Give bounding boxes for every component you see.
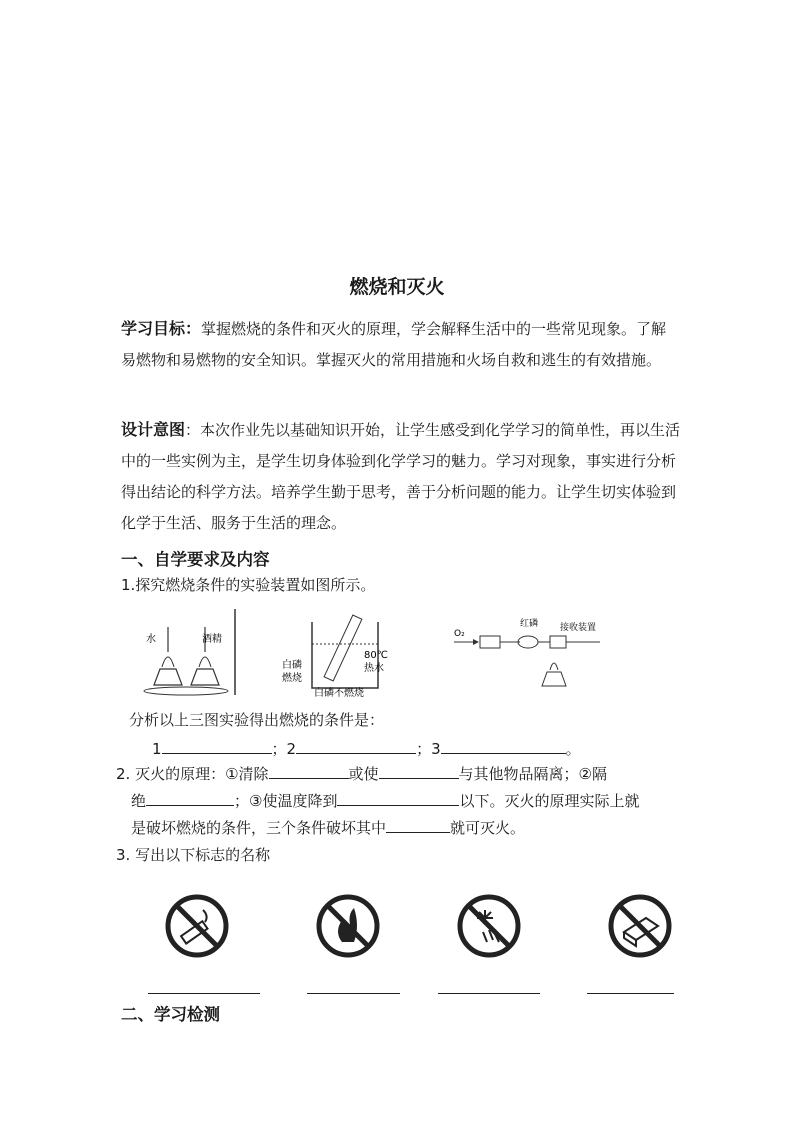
blank-1[interactable] <box>162 738 272 754</box>
label-alcohol: 酒精 <box>202 634 222 645</box>
figure-beaker <box>282 608 397 700</box>
no-matches-sign <box>606 892 674 960</box>
label-red-phosphorus: 红磷 <box>520 619 539 629</box>
label-not-burning: 白磷不燃烧 <box>314 688 364 699</box>
learning-objectives <box>121 313 681 376</box>
analysis-text: 分析以上三图实验得出燃烧的条件是： <box>129 711 385 729</box>
label-receiver: 接收装置 <box>560 623 597 633</box>
no-fireworks-sign <box>455 892 523 960</box>
section1-heading: 一、自学要求及内容 <box>121 550 270 569</box>
label-white-phosphorus: 白磷 <box>282 660 302 671</box>
question-2-line2 <box>131 789 639 813</box>
page-title: 燃烧和灭火 <box>349 276 445 298</box>
question-2-line1 <box>116 762 607 786</box>
figure-apparatus <box>450 612 610 694</box>
no-open-flame-sign <box>314 892 382 960</box>
blank-isolate[interactable] <box>146 790 234 806</box>
q2-l3a: 是破坏燃烧的条件，三个条件破坏其中 <box>131 819 387 837</box>
blank-remove[interactable] <box>269 763 349 779</box>
blank-2-number: ；2 <box>271 740 297 758</box>
no-smoking-sign <box>163 892 231 960</box>
label-o2: O₂ <box>454 629 465 639</box>
figure-alcohol-lamps <box>140 607 245 699</box>
design-intent <box>121 414 681 539</box>
blank-2[interactable] <box>296 738 416 754</box>
objectives-text: 掌握燃烧的条件和灭火的原理，学会解释生活中的一些常见现象。了解易燃物和易燃物的安全知识。掌握灭火的常用措施和火场自救和逃生的有效措施。 <box>121 320 667 369</box>
blank-make[interactable] <box>379 763 459 779</box>
sign-2-answer-line[interactable] <box>307 993 400 994</box>
label-80c: 80℃ <box>364 650 388 661</box>
blank-temperature[interactable] <box>337 790 459 806</box>
label-burning: 燃烧 <box>282 673 302 684</box>
q2-mid1: 或使 <box>348 765 379 783</box>
q2-prefix: 2. 灭火的原理：①清除 <box>116 765 269 783</box>
design-intent-label: 设计意图 <box>121 420 186 439</box>
label-hot-water: 热水 <box>364 663 384 674</box>
design-intent-text: ：本次作业先以基础知识开始，让学生感受到化学学习的简单性，再以生活中的一些实例为主，是学生切身体验到化学学习的魅力。学习对现象，事实进行分析得出结论的科学方法。培养学生勤于思考，善于分析问题的能力。让学生切实体验到化学于生活、服务于生活的理念。 <box>121 421 681 532</box>
q2-l2a: 绝 <box>131 792 147 810</box>
section2-heading: 二、学习检测 <box>121 1005 220 1024</box>
question-3: 3. 写出以下标志的名称 <box>116 846 271 864</box>
blank-end: 。 <box>565 740 581 758</box>
q2-l2b: ；③使温度降到 <box>234 792 338 810</box>
sign-1-answer-line[interactable] <box>148 993 260 994</box>
question-1: 1.探究燃烧条件的实验装置如图所示。 <box>121 576 376 594</box>
label-water: 水 <box>146 634 156 645</box>
q2-l2c: 以下。灭火的原理实际上就 <box>459 792 640 810</box>
blank-3[interactable] <box>441 738 566 754</box>
conditions-blanks <box>152 737 581 761</box>
sign-3-answer-line[interactable] <box>438 993 540 994</box>
blank-condition[interactable] <box>386 817 450 833</box>
q2-l3b: 就可灭火。 <box>450 819 526 837</box>
blank-3-number: ；3 <box>416 740 441 758</box>
sign-4-answer-line[interactable] <box>587 993 674 994</box>
q2-mid2: 与其他物品隔离；②隔 <box>458 765 607 783</box>
objectives-label: 学习目标： <box>121 319 202 338</box>
blank-1-number: 1 <box>152 740 162 758</box>
question-2-line3 <box>131 816 525 840</box>
